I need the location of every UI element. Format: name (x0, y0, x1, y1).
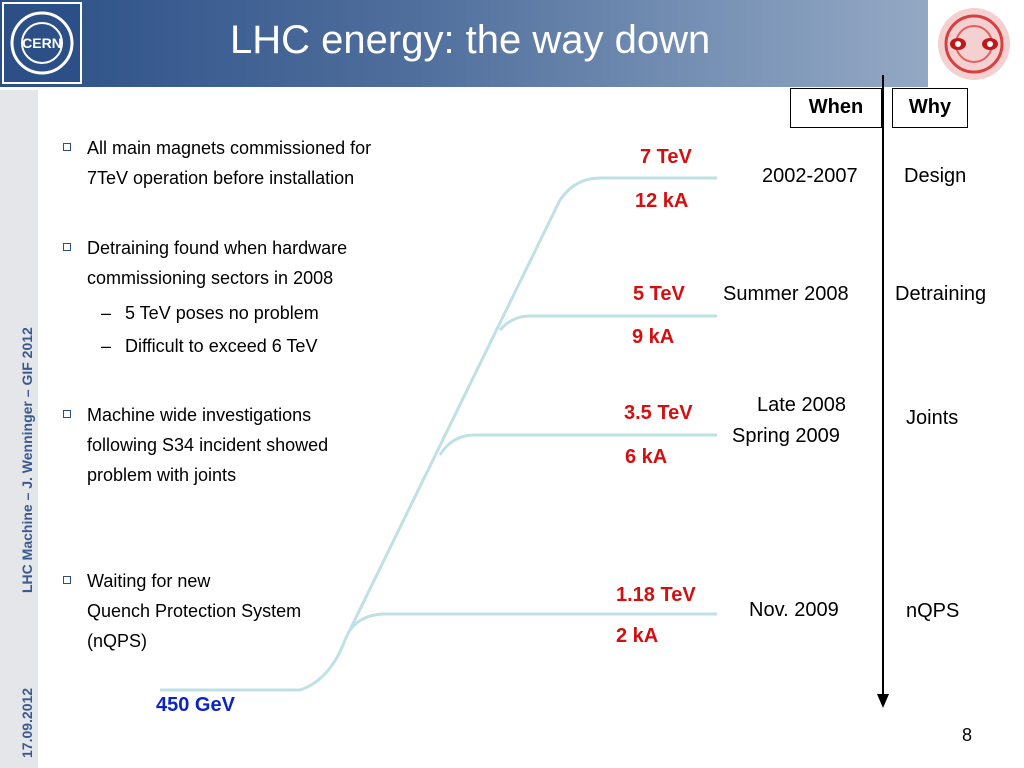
current-label: 9 kA (632, 326, 675, 348)
time-axis-arrow-icon (877, 694, 889, 708)
page-number: 8 (962, 725, 973, 745)
energy-label: 5 TeV (633, 283, 685, 305)
bullet-line: problem with joints (87, 465, 237, 485)
why-label: Joints (906, 407, 959, 429)
bullet-line: Quench Protection System (87, 601, 302, 621)
energy-label: 1.18 TeV (616, 584, 696, 606)
why-label: Detraining (895, 283, 987, 305)
injection-energy-label: 450 GeV (156, 694, 235, 716)
energy-label: 7 TeV (640, 146, 692, 168)
bullet-line: Waiting for new (87, 571, 211, 591)
bullet-line: Detraining found when hardware (87, 238, 348, 258)
when-label: Summer 2008 (723, 283, 849, 305)
when-header: When (790, 88, 882, 128)
when-label: Late 2008 (757, 394, 846, 416)
sidebar-date: 17.09.2012 (19, 687, 35, 758)
bullet-line: Machine wide investigations (87, 405, 312, 425)
why-label: Design (904, 165, 967, 187)
bullet-line: following S34 incident showed (87, 435, 329, 455)
sub-bullet-text: 5 TeV poses no problem (125, 303, 319, 323)
current-label: 6 kA (625, 446, 668, 468)
dash-icon: – (101, 336, 112, 356)
dash-icon: – (101, 303, 112, 323)
current-label: 2 kA (616, 625, 659, 647)
why-label: nQPS (906, 600, 960, 622)
sidebar-footer-text: LHC Machine – J. Wenninger – GIF 2012 (19, 327, 35, 593)
sub-bullet-text: Difficult to exceed 6 TeV (125, 336, 318, 356)
branch-5tev (500, 316, 717, 330)
when-label: 2002-2007 (762, 165, 858, 187)
when-label: Spring 2009 (732, 425, 840, 447)
bullet-line: commissioning sectors in 2008 (87, 268, 334, 288)
slide-title: LHC energy: the way down (230, 18, 711, 62)
bullet-line: All main magnets commissioned for (87, 138, 372, 158)
cern-logo-text: CERN (22, 35, 62, 51)
when-label: Nov. 2009 (749, 599, 839, 621)
why-header: Why (892, 88, 968, 128)
current-label: 12 kA (635, 190, 689, 212)
branch-1p18tev (350, 614, 717, 630)
bullet-line: (nQPS) (87, 631, 148, 651)
energy-label: 3.5 TeV (624, 402, 693, 424)
branch-3p5tev (440, 435, 717, 455)
bullet-line: 7TeV operation before installation (87, 168, 355, 188)
